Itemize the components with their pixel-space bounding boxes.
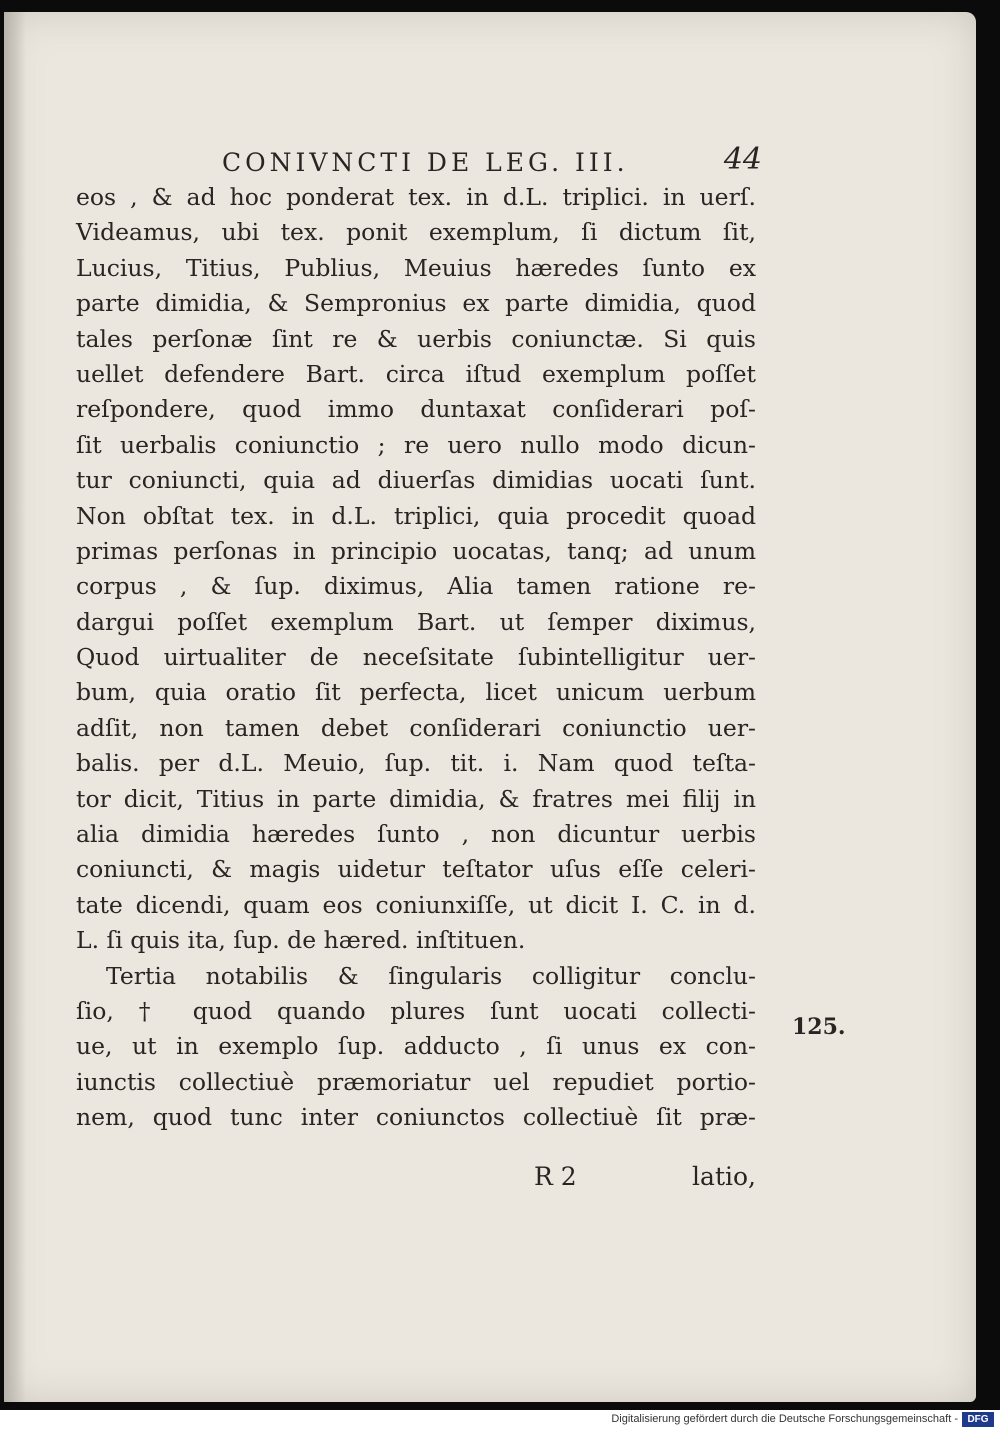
footer-credit: Digitalisierung gefördert durch die Deutsche Forschungsgemeinschaft - <box>611 1413 958 1425</box>
text-line: parte dimidia, & Sempronius ex parte dimidia, quod <box>76 289 756 318</box>
text-line: nem, quod tunc inter coniunctos collectiuè ſit præ- <box>76 1103 756 1132</box>
text-line: uellet defendere Bart. circa iſtud exemplum poſſet <box>76 359 756 388</box>
signature-mark: R 2 <box>534 1162 577 1191</box>
text-line: tur coniuncti, quia ad diuerſas dimidias uocati ſunt. <box>76 466 756 495</box>
text-line: eos , & ad hoc ponderat tex. in d.L. triplici. in uerſ. <box>76 183 756 211</box>
text-line: Quod uirtualiter de neceſsitate ſubintelligitur uer- <box>76 643 756 672</box>
text-line: ue, ut in exemplo ſup. adducto , ſi unus ex con- <box>76 1032 756 1061</box>
text-line: L. ſi quis ita, ſup. de hæred. inſtituen. <box>76 926 526 955</box>
text-line: Lucius, Titius, Publius, Meuius hæredes ſunto ex <box>76 253 756 282</box>
page-number: 44 <box>723 142 762 177</box>
digitization-footer <box>0 1410 1000 1430</box>
text-line: adſit, non tamen debet conſiderari coniunctio uer- <box>76 713 756 742</box>
running-head: CONIVNCTI DE LEG. III. <box>222 148 629 177</box>
text-line: reſpondere, quod immo duntaxat conſiderari poſ- <box>76 395 756 424</box>
text-line: dargui poſſet exemplum Bart. ut ſemper diximus, <box>76 607 756 636</box>
text-line: Videamus, ubi tex. ponit exemplum, ſi dictum ſit, <box>76 218 756 247</box>
book-page <box>4 12 976 1402</box>
catchword: latio, <box>692 1162 756 1191</box>
text-line: balis. per d.L. Meuio, ſup. tit. i. Nam quod teſta- <box>76 749 756 778</box>
text-line: corpus , & ſup. diximus, Alia tamen ratione re- <box>76 572 756 601</box>
text-line: coniuncti, & magis uidetur teſtator uſus eſſe celeri- <box>76 855 756 884</box>
margin-note: 125. <box>792 1014 846 1040</box>
text-line: primas perſonas in principio uocatas, tanq; ad unum <box>76 536 756 565</box>
text-line: bum, quia oratio ſit perfecta, licet unicum uerbum <box>76 678 756 707</box>
page-header <box>222 142 762 182</box>
text-line: tales perſonæ ſint re & uerbis coniunctæ. Si quis <box>76 324 756 353</box>
dfg-logo-icon: DFG <box>962 1412 994 1427</box>
body-text <box>76 180 756 1136</box>
text-line: ſio, † quod quando plures ſunt uocati collecti- <box>76 996 756 1025</box>
text-line: Non obſtat tex. in d.L. triplici, quia procedit quoad <box>76 501 756 530</box>
page-gutter-shadow <box>4 12 26 1402</box>
text-line: ſit uerbalis coniunctio ; re uero nullo modo dicun- <box>76 430 756 459</box>
text-line: tor dicit, Titius in parte dimidia, & fratres mei filij in <box>76 784 756 813</box>
text-line: tate dicendi, quam eos coniunxiſſe, ut dicit I. C. in d. <box>76 890 756 919</box>
text-line: iunctis collectiuè præmoriatur uel repudiet portio- <box>76 1067 756 1096</box>
text-line: Tertia notabilis & ſingularis colligitur conclu- <box>106 961 756 990</box>
text-line: alia dimidia hæredes ſunto , non dicuntur uerbis <box>76 820 756 849</box>
page-foot <box>534 1162 756 1202</box>
